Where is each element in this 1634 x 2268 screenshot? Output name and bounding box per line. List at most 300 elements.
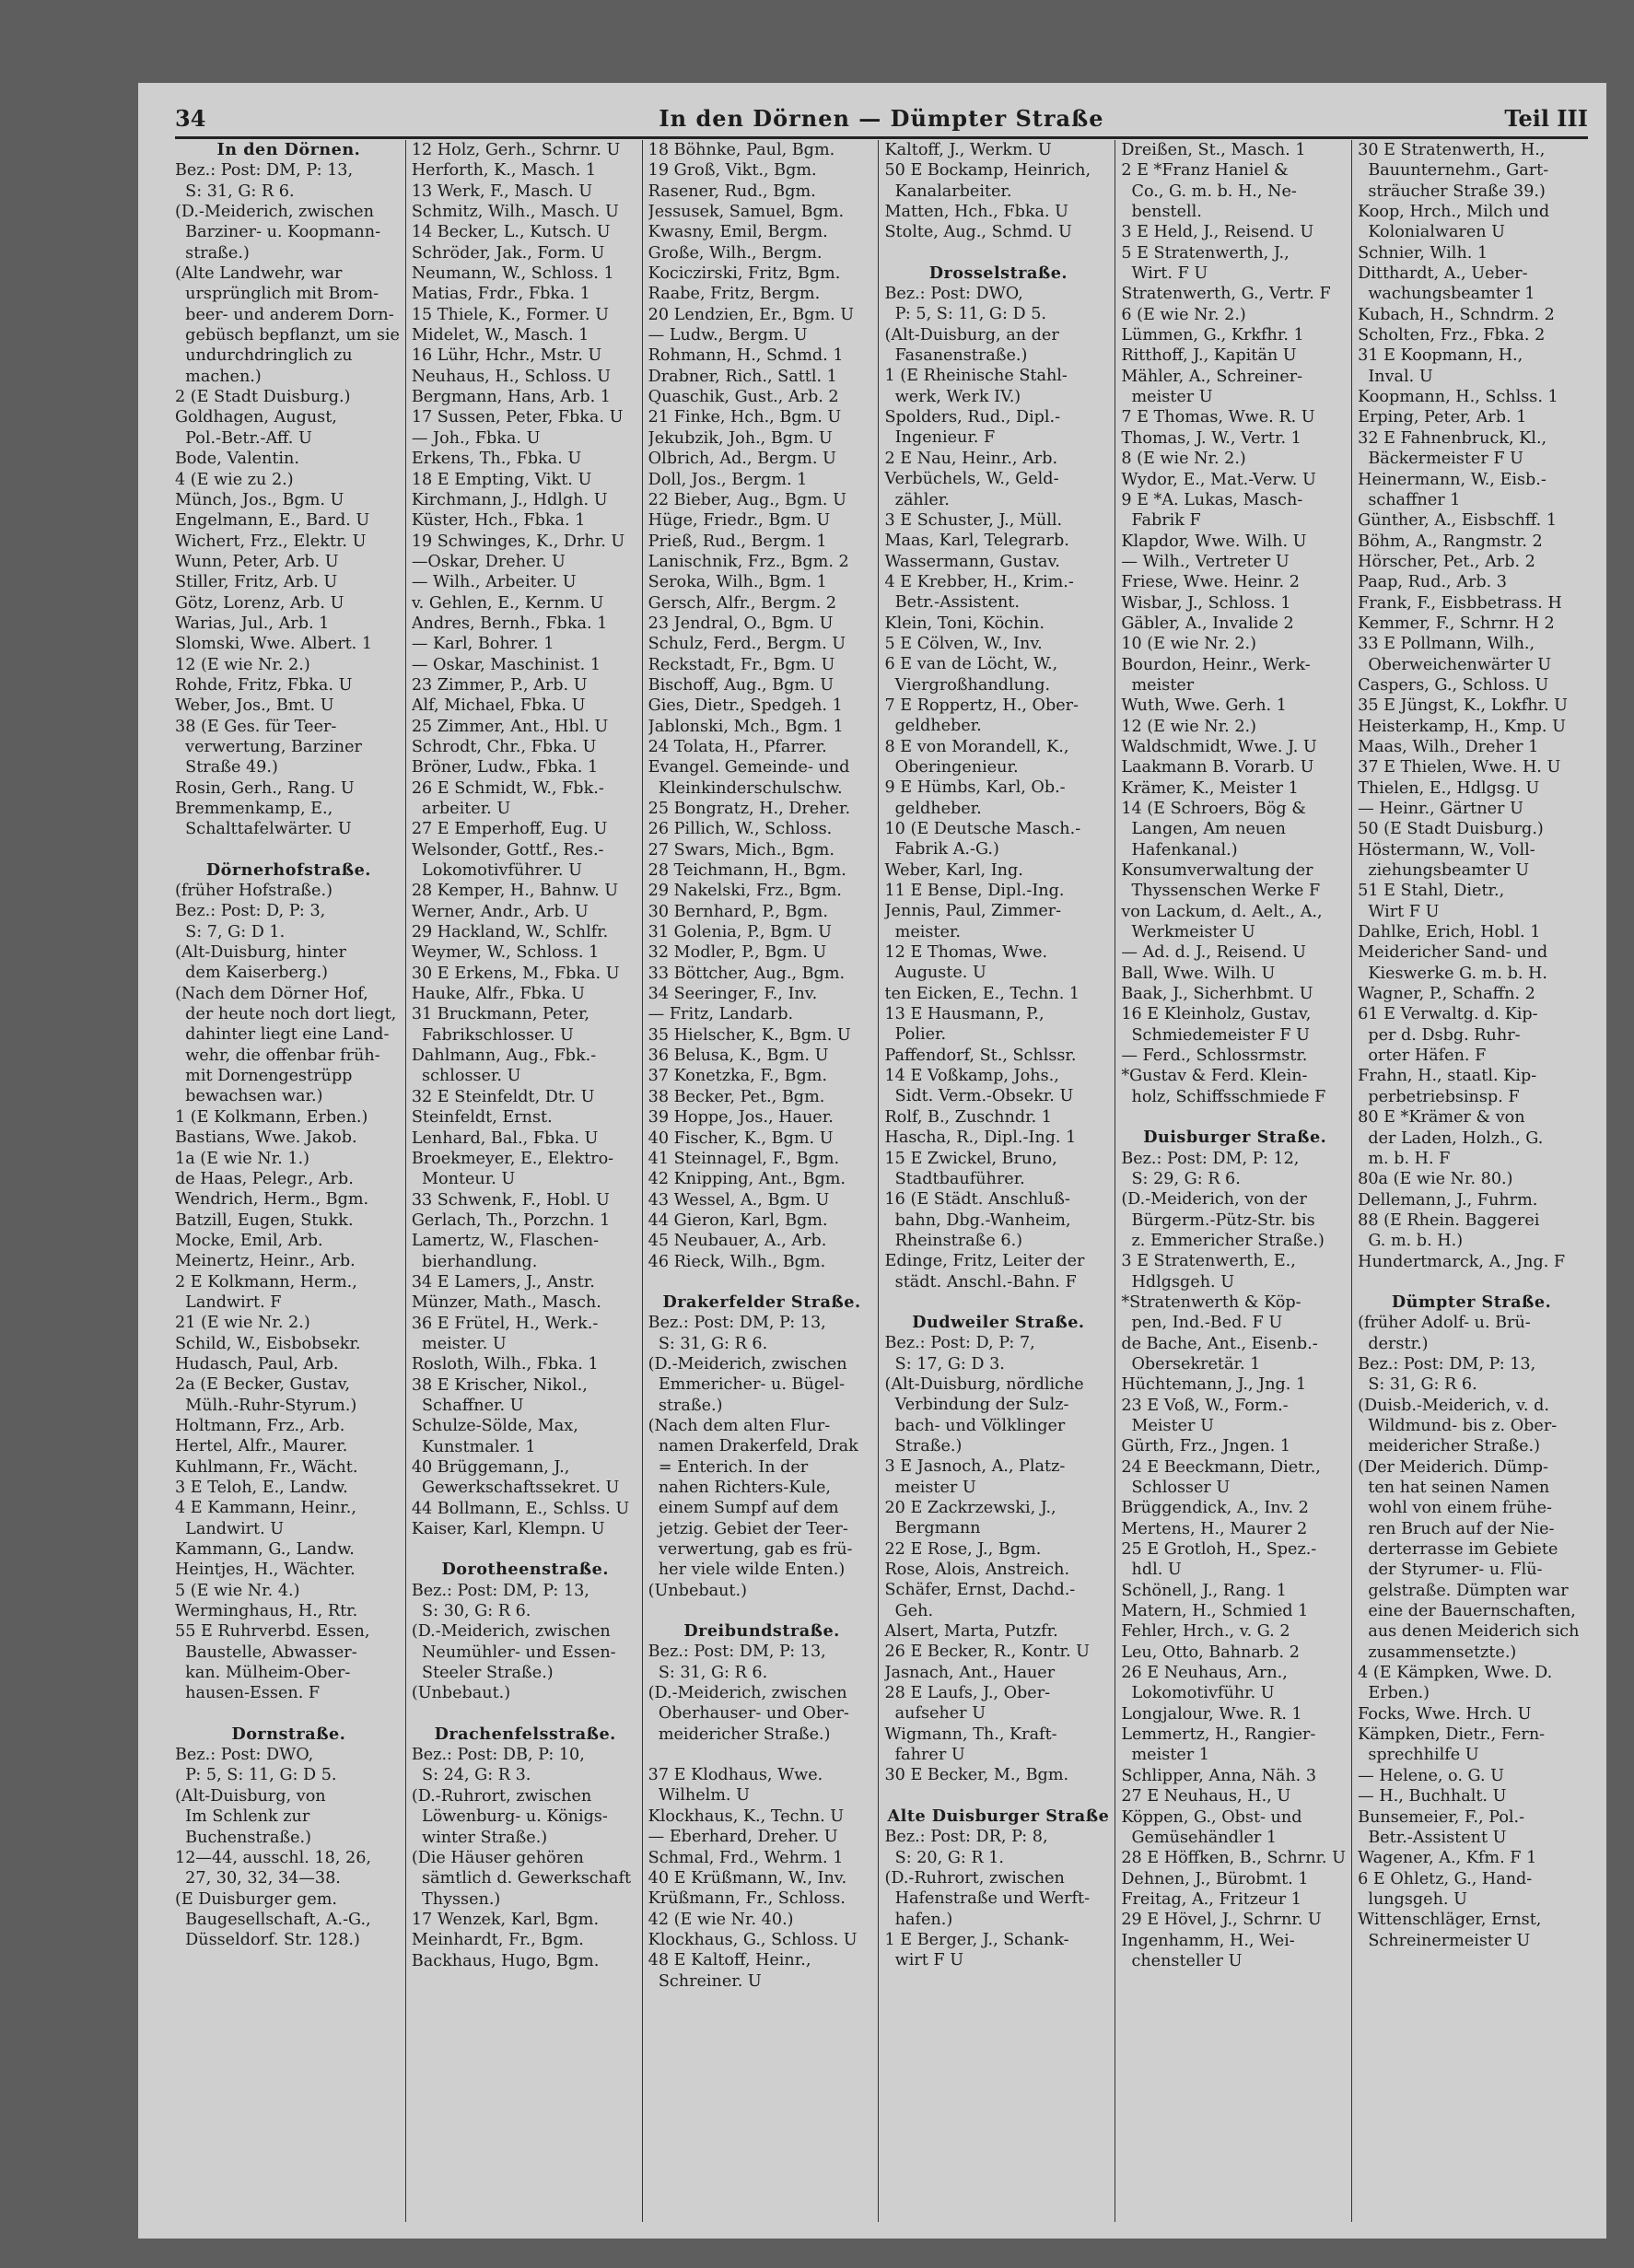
entry-line: Erben.) <box>1358 1684 1430 1703</box>
entry-line: arbeiter. U <box>411 800 511 818</box>
entry-line: 7 E Roppertz, H., Ober- <box>884 696 1079 715</box>
entry-line: Baugesellschaft, A.-G., <box>175 1910 371 1929</box>
entry-line: Lokomotivführer. U <box>411 861 582 881</box>
entry-line: Caspers, G., Schloss. U <box>1358 675 1549 695</box>
street-heading: Dümpter Straße. <box>1391 1292 1552 1312</box>
page-number: 34 <box>175 105 206 132</box>
entry-line: 29 E Hövel, J., Schrnr. U <box>1121 1911 1322 1930</box>
entry-line: 32 E Steinfeldt, Dtr. U <box>411 1087 595 1106</box>
entry-line: de Haas, Pelegr., Arb. <box>175 1169 354 1188</box>
entry-line: Matias, Frdr., Fbka. 1 <box>411 285 590 304</box>
entry-line: Paffendorf, St., Schlssr. <box>884 1046 1077 1065</box>
entry-line: Bez.: Post: DWO, <box>175 1746 314 1765</box>
entry-line: Koopmann, H., Schlss. 1 <box>1358 388 1558 407</box>
entry-line: Kieswerke G. m. b. H. <box>1358 964 1547 983</box>
entry-line: aufseher U <box>884 1704 986 1724</box>
entry-line: Bez.: Post: DR, P: 8, <box>884 1828 1048 1847</box>
entry-line: 5 E Stratenwerth, J., <box>1121 243 1290 263</box>
entry-line: Monteur. U <box>411 1170 516 1189</box>
entry-line: ren Bruch auf der Nie- <box>1358 1519 1555 1538</box>
entry-line: Schaffner. U <box>411 1396 524 1415</box>
entry-line: Bode, Valentin. <box>175 450 299 469</box>
entry-line: S: 30, G: R 6. <box>411 1602 531 1621</box>
entry-line: Lenhard, Bal., Fbka. U <box>411 1128 599 1148</box>
entry-line: Ritthoff, J., Kapitän U <box>1121 346 1297 366</box>
entry-line: Lemmertz, H., Rangier- <box>1121 1725 1316 1745</box>
entry-line: 8 E von Morandell, K., <box>884 737 1069 756</box>
entry-line: Kociczirski, Fritz, Bgm. <box>648 264 841 284</box>
entry-line: 12—44, ausschl. 18, 26, <box>175 1848 371 1867</box>
street-heading: Drosselstraße. <box>928 263 1068 283</box>
entry-line: Wirt. F U <box>1121 264 1208 284</box>
spacer <box>648 1272 876 1292</box>
entry-line: S: 24, G: R 3. <box>411 1766 531 1785</box>
entry-line: 30 E Stratenwerth, H., <box>1358 141 1546 159</box>
entry-line: gebüsch bepflanzt, um sie <box>175 326 400 345</box>
entry-line: 5 (E wie Nr. 4.) <box>175 1581 300 1600</box>
entry-line: machen.) <box>175 367 262 386</box>
entry-line: Wigmann, Th., Kraft- <box>884 1724 1057 1744</box>
entry-line: Landwirt. F <box>175 1292 282 1312</box>
entry-line: Batzill, Eugen, Stukk. <box>175 1210 354 1230</box>
entry-line: S: 20, G: R 1. <box>884 1848 1005 1867</box>
entry-line: 6 (E wie Nr. 2.) <box>1121 305 1246 324</box>
entry-line: Bischoff, Aug., Bgm. U <box>648 675 835 695</box>
street-heading: Dorotheenstraße. <box>441 1560 609 1580</box>
entry-line: Schlipper, Anna, Näh. 3 <box>1121 1766 1317 1785</box>
entry-line: 6 E Ohletz, G., Hand- <box>1358 1869 1533 1888</box>
entry-line: Kirchmann, J., Hdlgh. U <box>411 490 608 509</box>
entry-line: sprechhilfe U <box>1358 1746 1479 1765</box>
entry-line: 30 E Becker, M., Bgm. <box>884 1766 1069 1785</box>
entry-line: Stratenwerth, G., Vertr. F <box>1121 285 1331 304</box>
entry-line: geldheber. <box>884 717 982 736</box>
entry-line: Gerlach, Th., Porzchn. 1 <box>411 1210 611 1230</box>
entry-line: holz, Schiffsschmiede F <box>1121 1087 1326 1106</box>
entry-line: S: 31, G: R 6. <box>648 1663 768 1682</box>
entry-line: meister U <box>1121 388 1213 407</box>
entry-line: ursprünglich mit Brom- <box>175 285 379 304</box>
entry-line: 4 (E wie zu 2.) <box>175 470 294 489</box>
entry-line: Heisterkamp, H., Kmp. U <box>1358 717 1566 736</box>
entry-line: 33 E Pollmann, Wilh., <box>1358 635 1535 654</box>
entry-line: Gewerkschaftssekret. U <box>411 1479 620 1498</box>
entry-line: 40 Fischer, K., Bgm. U <box>648 1128 834 1148</box>
entry-line: Kammann, G., Landw. <box>175 1540 355 1560</box>
entry-line: Hascha, R., Dipl.-Ing. 1 <box>884 1128 1077 1148</box>
entry-line: 31 Golenia, P., Bgm. U <box>648 923 832 942</box>
entry-line: Scholten, Frz., Fbka. 2 <box>1358 326 1546 345</box>
entry-line: Schild, W., Eisbobsekr. <box>175 1334 361 1353</box>
entry-line: 28 E Höffken, B., Schrnr. U <box>1121 1849 1346 1868</box>
entry-line: 51 E Stahl, Dietr., <box>1358 882 1505 901</box>
entry-line: Rasener, Rud., Bgm. <box>648 181 816 201</box>
column-4 <box>878 140 1115 2222</box>
entry-line: meidericher Straße.) <box>1358 1437 1541 1456</box>
spacer <box>412 1539 639 1560</box>
entry-line: Herforth, K., Masch. 1 <box>411 161 597 181</box>
entry-line: Straße 49.) <box>175 758 278 777</box>
entry-line: verwertung, Barziner <box>175 737 362 756</box>
entry-line: meister <box>1121 675 1195 695</box>
entry-line: geldheber. <box>884 799 982 818</box>
entry-line: 41 Steinnagel, F., Bgm. <box>648 1149 840 1168</box>
entry-line: 16 Lühr, Hchr., Mstr. U <box>411 346 602 366</box>
entry-line: Olbrich, Ad., Bergm. U <box>648 450 836 469</box>
entry-line: 25 E Grotloh, H., Spez.- <box>1121 1540 1317 1560</box>
entry-line: 48 E Kaltoff, Heinr., <box>648 1951 811 1970</box>
entry-line: Stiller, Fritz, Arb. U <box>175 573 338 592</box>
entry-line: Co., G. m. b. H., Ne- <box>1121 181 1297 201</box>
spacer <box>175 1704 403 1724</box>
entry-line: dem Kaiserberg.) <box>175 964 329 983</box>
column-container <box>175 140 1588 2222</box>
entry-line: Erkens, Th., Fbka. U <box>411 450 582 469</box>
entry-line: 2 E Kolkmann, Herm., <box>175 1272 357 1292</box>
entry-line: Mülh.-Ruhr-Styrum.) <box>175 1396 357 1415</box>
entry-line: 36 E Frütel, H., Werk.- <box>411 1314 599 1333</box>
entry-line: (früher Adolf- u. Brü- <box>1358 1314 1531 1333</box>
entry-line: (Duisb.-Meiderich, v. d. <box>1358 1396 1549 1415</box>
entry-line: Hundertmarck, A., Jng. F <box>1358 1252 1566 1271</box>
entry-line: 26 E Neuhaus, Arn., <box>1121 1664 1288 1683</box>
entry-line: Bez.: Post: DM, P: 13, <box>648 1314 826 1333</box>
entry-line: der Styrumer- u. Flü- <box>1358 1561 1543 1580</box>
entry-line: 4 E Krebber, H., Krim.- <box>884 572 1074 591</box>
spacer <box>1121 1107 1348 1128</box>
entry-line: — Wilh., Arbeiter. U <box>411 573 577 592</box>
entry-line: Bergmann, Hans, Arb. 1 <box>411 388 611 407</box>
entry-line: Polier. <box>884 1025 947 1045</box>
entry-line: Klein, Toni, Köchin. <box>884 614 1045 633</box>
entry-line: Kleinkinderschulschw. <box>648 778 843 798</box>
entry-line: 45 Neubauer, A., Arb. <box>648 1232 827 1251</box>
entry-line: Wittenschläger, Ernst, <box>1358 1911 1542 1930</box>
entry-line: Dahlmann, Aug., Fbk.- <box>411 1046 597 1066</box>
entry-line: der heute noch dort liegt, <box>175 1005 397 1024</box>
entry-line: Ball, Wwe. Wilh. U <box>1121 964 1276 983</box>
entry-line: chensteller U <box>1121 1951 1243 1970</box>
entry-line: 9 E *A. Lukas, Masch- <box>1121 490 1303 509</box>
entry-line: sämtlich d. Gewerkschaft <box>411 1869 632 1888</box>
entry-line: Obersekretär. 1 <box>1121 1354 1261 1374</box>
entry-line: Wydor, E., Mat.-Verw. U <box>1121 470 1316 489</box>
entry-line: Kämpken, Dietr., Fern- <box>1358 1725 1546 1745</box>
column-2 <box>405 140 642 2222</box>
entry-line: zusammensetzte.) <box>1358 1643 1517 1662</box>
entry-line: Stolte, Aug., Schmd. U <box>884 223 1072 242</box>
entry-line: 28 Kemper, H., Bahnw. U <box>411 882 619 901</box>
entry-line: Fabrikschlosser. U <box>411 1025 574 1045</box>
entry-line: Wendrich, Herm., Bgm. <box>175 1190 369 1210</box>
entry-line: 3 E Schuster, J., Müll. <box>884 510 1063 530</box>
entry-line: benstell. <box>1121 203 1202 222</box>
entry-line: Reckstadt, Fr., Bgm. U <box>648 655 835 674</box>
entry-line: 13 E Hausmann, P., <box>884 1005 1045 1024</box>
entry-line: meister U <box>884 1478 976 1497</box>
entry-line: Neumühler- und Essen- <box>411 1643 616 1662</box>
entry-line: schaffner 1 <box>1358 490 1461 509</box>
street-heading: Drachenfelsstraße. <box>434 1724 616 1744</box>
entry-line: wirt F U <box>884 1951 964 1970</box>
entry-line: schlosser. U <box>411 1067 521 1086</box>
entry-line: (Die Häuser gehören <box>411 1848 584 1867</box>
entry-line: (E Duisburger gem. <box>175 1889 338 1909</box>
entry-line: Schalttafelwärter. U <box>175 820 352 839</box>
entry-line: Kaltoff, J., Werkm. U <box>884 141 1052 159</box>
entry-line: Wunn, Peter, Arb. U <box>175 552 339 571</box>
entry-line: Bergmann <box>884 1519 981 1538</box>
entry-line: Freitag, A., Fritzeur 1 <box>1121 1889 1301 1909</box>
entry-line: 32 E Fahnenbruck, Kl., <box>1358 428 1547 448</box>
entry-line: S: 31, G: R 6. <box>175 181 295 201</box>
entry-line: meister. U <box>411 1334 507 1353</box>
entry-line: 14 E Voßkamp, Johs., <box>884 1067 1059 1086</box>
entry-line: meidericher Straße.) <box>648 1724 831 1744</box>
entry-line: Rose, Alois, Anstreich. <box>884 1561 1070 1580</box>
entry-line: 1a (E wie Nr. 1.) <box>175 1149 309 1168</box>
entry-line: — Oskar, Maschinist. 1 <box>411 655 601 674</box>
entry-line: Wuth, Wwe. Gerh. 1 <box>1121 696 1287 716</box>
entry-line: dahinter liegt eine Land- <box>175 1025 390 1045</box>
entry-line: Düsseldorf. Str. 128.) <box>175 1931 360 1950</box>
entry-line: de Bache, Ant., Eisenb.- <box>1121 1334 1318 1353</box>
entry-line: Thomas, J. W., Vertr. 1 <box>1121 428 1301 448</box>
entry-line: 31 E Koopmann, H., <box>1358 346 1523 366</box>
entry-line: = Enterich. In der <box>648 1457 809 1477</box>
entry-line: Werkmeister U <box>1121 923 1255 942</box>
entry-line: lungsgeh. U <box>1358 1889 1467 1909</box>
entry-line: Prieß, Rud., Bergm. 1 <box>648 532 827 551</box>
entry-line: Bremmenkamp, E., <box>175 800 333 818</box>
entry-line: 21 Finke, Hch., Bgm. U <box>648 408 842 427</box>
entry-line: Günther, A., Eisbschff. 1 <box>1358 511 1558 531</box>
entry-line: 35 E Jüngst, K., Lokfhr. U <box>1358 696 1569 716</box>
entry-line: Matten, Hch., Fbka. U <box>884 203 1068 222</box>
entry-line: Schröder, Jak., Form. U <box>411 243 605 263</box>
entry-line: Bourdon, Heinr., Werk- <box>1121 655 1311 674</box>
entry-line: Erping, Peter, Arb. 1 <box>1358 408 1527 427</box>
entry-line: zähler. <box>884 490 950 509</box>
entry-line: (D.-Meiderich, zwischen <box>411 1622 611 1642</box>
entry-line: Bastians, Wwe. Jakob. <box>175 1128 357 1148</box>
entry-line: 26 E Becker, R., Kontr. U <box>884 1643 1091 1662</box>
entry-line: — Helene, o. G. U <box>1358 1766 1504 1785</box>
entry-line: Götz, Lorenz, Arb. U <box>175 593 344 613</box>
entry-line: Warias, Jul., Arb. 1 <box>175 614 330 633</box>
entry-line: 17 Wenzek, Karl, Bgm. <box>411 1910 600 1929</box>
entry-line: Bez.: Post: DB, P: 10, <box>411 1746 585 1765</box>
entry-line: pen, Ind.-Bed. F U <box>1121 1314 1283 1333</box>
entry-line: (Unbebaut.) <box>648 1581 747 1600</box>
entry-line: Hafenkanal.) <box>1121 840 1238 859</box>
entry-line: Küster, Hch., Fbka. 1 <box>411 511 586 531</box>
entry-line: Geh. <box>884 1601 934 1620</box>
entry-line: Thyssenschen Werke F <box>1121 882 1321 901</box>
entry-line: Bez.: Post: DM, P: 13, <box>411 1581 589 1600</box>
column-6 <box>1351 140 1588 2222</box>
entry-line: Mertens, H., Maurer 2 <box>1121 1519 1308 1538</box>
entry-line: 23 Jendral, O., Bgm. U <box>648 614 834 633</box>
street-heading: Alte Duisburger Straße <box>887 1806 1110 1826</box>
entry-line: 34 Seeringer, F., Inv. <box>648 985 818 1004</box>
entry-line: straße.) <box>175 243 250 263</box>
entry-line: hausen-Essen. F <box>175 1684 321 1703</box>
entry-line: Hafenstraße und Werft- <box>884 1889 1091 1909</box>
entry-line: 50 E Bockamp, Heinrich, <box>884 161 1091 181</box>
entry-line: Wisbar, J., Schloss. 1 <box>1121 593 1291 613</box>
entry-line: Bunsemeier, F., Pol.- <box>1358 1807 1525 1827</box>
entry-line: Lümmen, G., Krkfhr. 1 <box>1121 326 1304 345</box>
street-heading: Drakerfelder Straße. <box>662 1292 861 1312</box>
entry-line: 33 Schwenk, F., Hobl. U <box>411 1190 610 1210</box>
entry-line: Schreinermeister U <box>1358 1931 1531 1950</box>
entry-line: werk, Werk IV.) <box>884 387 1021 406</box>
entry-line: Neuhaus, H., Schloss. U <box>411 367 611 386</box>
entry-line: 12 (E wie Nr. 2.) <box>175 655 310 674</box>
entry-line: Steinfeldt, Ernst. <box>411 1108 553 1128</box>
entry-line: Longjalour, Wwe. R. 1 <box>1121 1704 1302 1724</box>
entry-line: 3 E Teloh, E., Landw. <box>175 1479 348 1497</box>
entry-line: Ingenhamm, H., Wei- <box>1121 1931 1295 1950</box>
entry-line: Thielen, E., Hdlgsg. U <box>1358 778 1540 798</box>
entry-line: Hörscher, Pet., Arb. 2 <box>1358 552 1535 571</box>
entry-line: Höstermann, W., Voll- <box>1358 840 1535 859</box>
entry-line: Maas, Karl, Telegrarb. <box>884 532 1069 551</box>
entry-line: Lamertz, W., Flaschen- <box>411 1232 600 1251</box>
entry-line: 23 Zimmer, P., Arb. U <box>411 675 588 695</box>
entry-line: Alsert, Marta, Putzfr. <box>884 1622 1058 1642</box>
entry-line: kan. Mülheim-Ober- <box>175 1664 351 1683</box>
entry-line: 6 E van de Löcht, W., <box>884 655 1058 674</box>
entry-line: Schrodt, Chr., Fbka. U <box>411 737 597 756</box>
entry-line: (Alte Landwehr, war <box>175 264 343 284</box>
entry-line: 50 (E Stadt Duisburg.) <box>1358 820 1544 839</box>
entry-line: fahrer U <box>884 1746 965 1765</box>
entry-line: (Alt-Duisburg, nördliche <box>884 1374 1084 1394</box>
entry-line: 26 E Schmidt, W., Fbk.- <box>411 778 604 798</box>
spacer <box>175 840 403 860</box>
street-heading: Dudweiler Straße. <box>912 1312 1085 1332</box>
entry-line: ten Eicken, E., Techn. 1 <box>884 984 1080 1003</box>
entry-line: Weymer, W., Schloss. 1 <box>411 943 600 963</box>
spacer <box>1358 1272 1585 1292</box>
entry-line: 3 E Stratenwerth, E., <box>1121 1252 1296 1271</box>
entry-line: 80 E *Krämer & von <box>1358 1108 1525 1128</box>
entry-line: 1 (E Kolkmann, Erben.) <box>175 1107 368 1127</box>
entry-line: G. m. b. H.) <box>1358 1232 1464 1251</box>
entry-line: Gäbler, A., Invalide 2 <box>1121 614 1294 633</box>
entry-line: Oberhauser- und Ober- <box>648 1704 849 1724</box>
entry-line: Langen, Am neuen <box>1121 820 1286 839</box>
entry-line: 14 (E Schroers, Bög & <box>1121 800 1306 818</box>
entry-line: Klockhaus, K., Techn. U <box>648 1806 845 1826</box>
entry-line: 44 Bollmann, E., Schlss. U <box>411 1499 630 1518</box>
entry-line: 29 Hackland, W., Schlfr. <box>411 923 609 942</box>
entry-line: Inval. U <box>1358 367 1433 386</box>
entry-line: Doll, Jos., Bergm. 1 <box>648 470 808 489</box>
entry-line: Klockhaus, G., Schloss. U <box>648 1930 858 1949</box>
entry-line: Bez.: Post: DM, P: 13, <box>1358 1354 1536 1374</box>
page-header <box>175 99 1588 136</box>
entry-line: 2 E Nau, Heinr., Arb. <box>884 449 1058 468</box>
entry-line: Paap, Rud., Arb. 3 <box>1358 573 1507 592</box>
entry-line: 2 (E Stadt Duisburg.) <box>175 388 351 407</box>
entry-line: 35 Hielscher, K., Bgm. U <box>648 1025 851 1045</box>
spacer <box>648 1601 876 1621</box>
entry-line: ten hat seinen Namen <box>1358 1479 1550 1497</box>
entry-line: v. Gehlen, E., Kernm. U <box>411 593 604 613</box>
entry-line: 20 E Zackrzewski, J., <box>884 1499 1056 1517</box>
entry-line: 33 Böttcher, Aug., Bgm. <box>648 964 846 983</box>
entry-line: Heinermann, W., Eisb.- <box>1358 470 1546 489</box>
entry-line: Matern, H., Schmied 1 <box>1121 1602 1309 1621</box>
entry-line: 37 Konetzka, F., Bgm. <box>648 1067 828 1086</box>
entry-line: Schmiedemeister F U <box>1121 1025 1310 1045</box>
entry-line: Frank, F., Eisbbetrass. H <box>1358 593 1562 613</box>
entry-line: Heintjes, H., Wächter. <box>175 1561 356 1580</box>
entry-line: Weber, Karl, Ing. <box>884 860 1023 880</box>
entry-line: Wagner, P., Schaffn. 2 <box>1358 985 1535 1004</box>
entry-line: 30 E Erkens, M., Fbka. U <box>411 964 620 983</box>
entry-line: Wirt F U <box>1358 902 1440 921</box>
entry-line: wehr, die offenbar früh- <box>175 1046 380 1065</box>
entry-line: eine der Bauernschaften, <box>1358 1602 1576 1621</box>
entry-line: her viele wilde Enten.) <box>648 1561 846 1580</box>
entry-line: Klapdor, Wwe. Wilh. U <box>1121 532 1307 551</box>
entry-line: Viergroßhandlung. <box>884 675 1051 695</box>
entry-line: Welsonder, Gottf., Res.- <box>411 840 604 859</box>
entry-line: Neumann, W., Schloss. 1 <box>411 264 614 284</box>
entry-line: Große, Wilh., Bergm. <box>648 243 823 263</box>
entry-line: 46 Rieck, Wilh., Bgm. <box>648 1252 826 1271</box>
street-heading: Dornstraße. <box>231 1724 346 1744</box>
entry-line: 19 Schwinges, K., Drhr. U <box>411 532 625 551</box>
entry-line: 22 E Rose, J., Bgm. <box>884 1539 1042 1559</box>
entry-line: Schmitz, Wilh., Masch. U <box>411 203 619 222</box>
entry-line: Fabrik A.-G.) <box>884 840 999 859</box>
entry-line: Baustelle, Abwasser- <box>175 1643 357 1662</box>
entry-line: Bez.: Post: DM, P: 13, <box>648 1643 826 1662</box>
spacer <box>884 243 1112 263</box>
entry-line: — H., Buchhalt. U <box>1358 1787 1507 1806</box>
entry-line: Ditthardt, A., Ueber- <box>1358 264 1528 284</box>
entry-line: 12 E Thomas, Wwe. <box>884 943 1048 963</box>
entry-line: Bröner, Ludw., Fbka. 1 <box>411 758 599 777</box>
entry-line: von Lackum, d. Aelt., A., <box>1121 902 1323 921</box>
entry-line: Kolonialwaren U <box>1358 223 1506 242</box>
entry-line: Andres, Bernh., Fbka. 1 <box>411 614 608 633</box>
entry-line: — Karl, Bohrer. 1 <box>411 635 554 654</box>
entry-line: Mähler, A., Schreiner- <box>1121 367 1303 386</box>
entry-line: Fabrik F <box>1121 511 1201 531</box>
entry-line: (Alt-Duisburg, hinter <box>175 943 346 963</box>
entry-line: Gemüsehändler 1 <box>1121 1828 1278 1847</box>
entry-line: Rohmann, H., Schmd. 1 <box>648 346 844 366</box>
entry-line: Löwenburg- u. Königs- <box>411 1807 608 1827</box>
entry-line: 10 (E wie Nr. 2.) <box>1121 635 1256 654</box>
entry-line: (Nach dem Dörner Hof, <box>175 984 368 1003</box>
entry-line: Meidericher Sand- und <box>1358 943 1548 963</box>
entry-line: 38 Becker, Pet., Bgm. <box>648 1087 825 1106</box>
entry-line: Steeler Straße.) <box>411 1664 554 1683</box>
entry-line: Baak, J., Sicherhbmt. U <box>1121 985 1313 1004</box>
entry-line: z. Emmericher Straße.) <box>1121 1231 1325 1250</box>
entry-line: Münzer, Math., Masch. <box>411 1293 601 1313</box>
entry-line: bahn, Dbg.-Wanheim, <box>884 1210 1071 1230</box>
entry-line: 22 Bieber, Aug., Bgm. U <box>648 490 846 509</box>
entry-line: Hüchtemann, J., Jng. 1 <box>1121 1375 1307 1395</box>
